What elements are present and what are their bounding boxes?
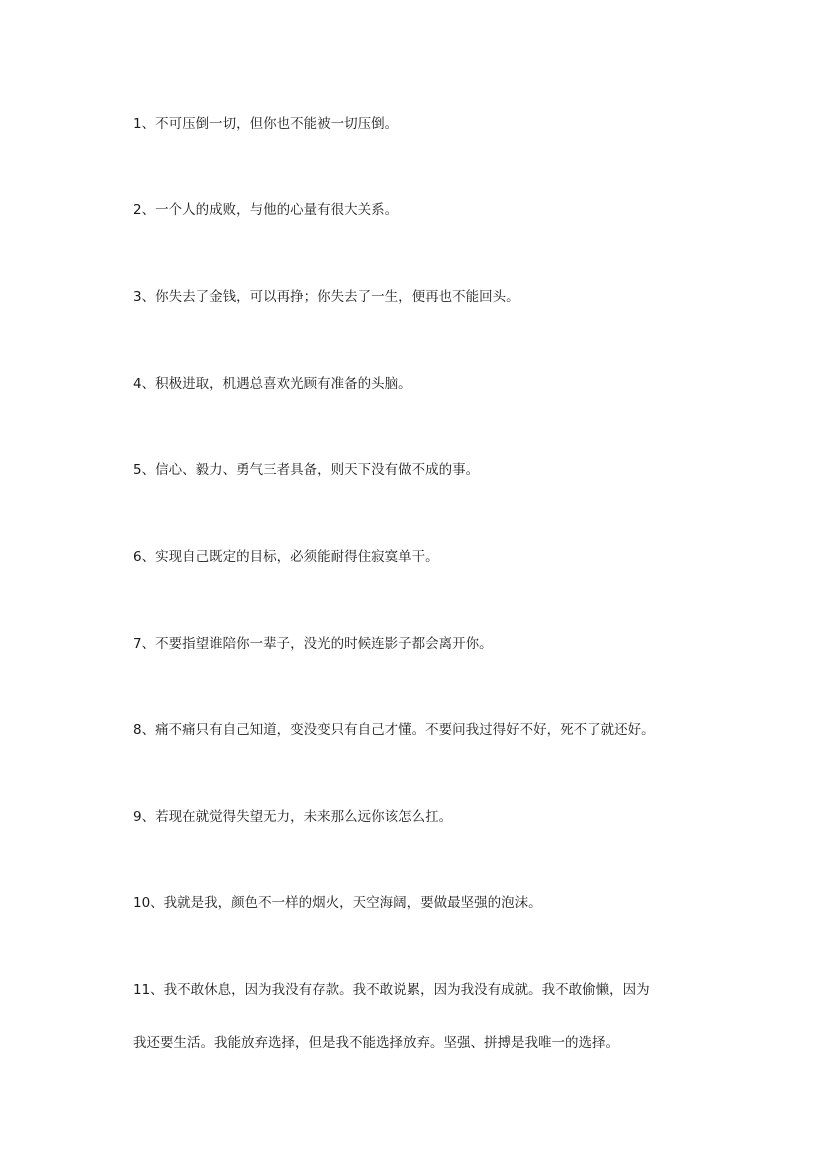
quote-item-8 [133,720,703,740]
quote-item-7 [133,634,703,654]
quote-text: 1、不可压倒一切，但你也不能被一切压倒。 [133,116,399,132]
quote-text: 5、信心、毅力、勇气三者具备，则天下没有做不成的事。 [133,462,480,478]
quote-item-6 [133,547,703,567]
quote-text: 2、一个人的成败，与他的心量有很大关系。 [133,202,399,218]
quote-item-1 [133,114,703,134]
quote-item-5 [133,460,703,480]
quote-text: 6、实现自己既定的目标，必须能耐得住寂寞单干。 [133,549,439,565]
quote-text: 8、痛不痛只有自己知道，变没变只有自己才懂。不要问我过得好不好，死不了就还好。 [133,722,655,738]
quote-item-4 [133,374,703,394]
quote-text: 4、积极进取，机遇总喜欢光顾有准备的头脑。 [133,376,412,392]
quote-text-line-2: 我还要生活。我能放弃选择，但是我不能选择放弃。坚强、拼搏是我唯一的选择。 [133,1035,619,1051]
quote-text: 7、不要指望谁陪你一辈子，没光的时候连影子都会离开你。 [133,636,493,652]
quote-item-2 [133,200,703,220]
quote-text: 9、若现在就觉得失望无力，未来那么远你该怎么扛。 [133,809,453,825]
quote-item-9 [133,807,703,827]
quote-text: 3、你失去了金钱，可以再挣；你失去了一生，便再也不能回头。 [133,289,520,305]
quote-item-3 [133,287,703,307]
quote-item-10 [133,893,703,913]
quote-item-11 [133,980,703,1053]
quote-text-line-1: 11、我不敢休息，因为我没有存款。我不敢说累，因为我没有成就。我不敢偷懒，因为 [133,982,650,998]
quote-text: 10、我就是我，颜色不一样的烟火，天空海阔，要做最坚强的泡沫。 [133,895,542,911]
